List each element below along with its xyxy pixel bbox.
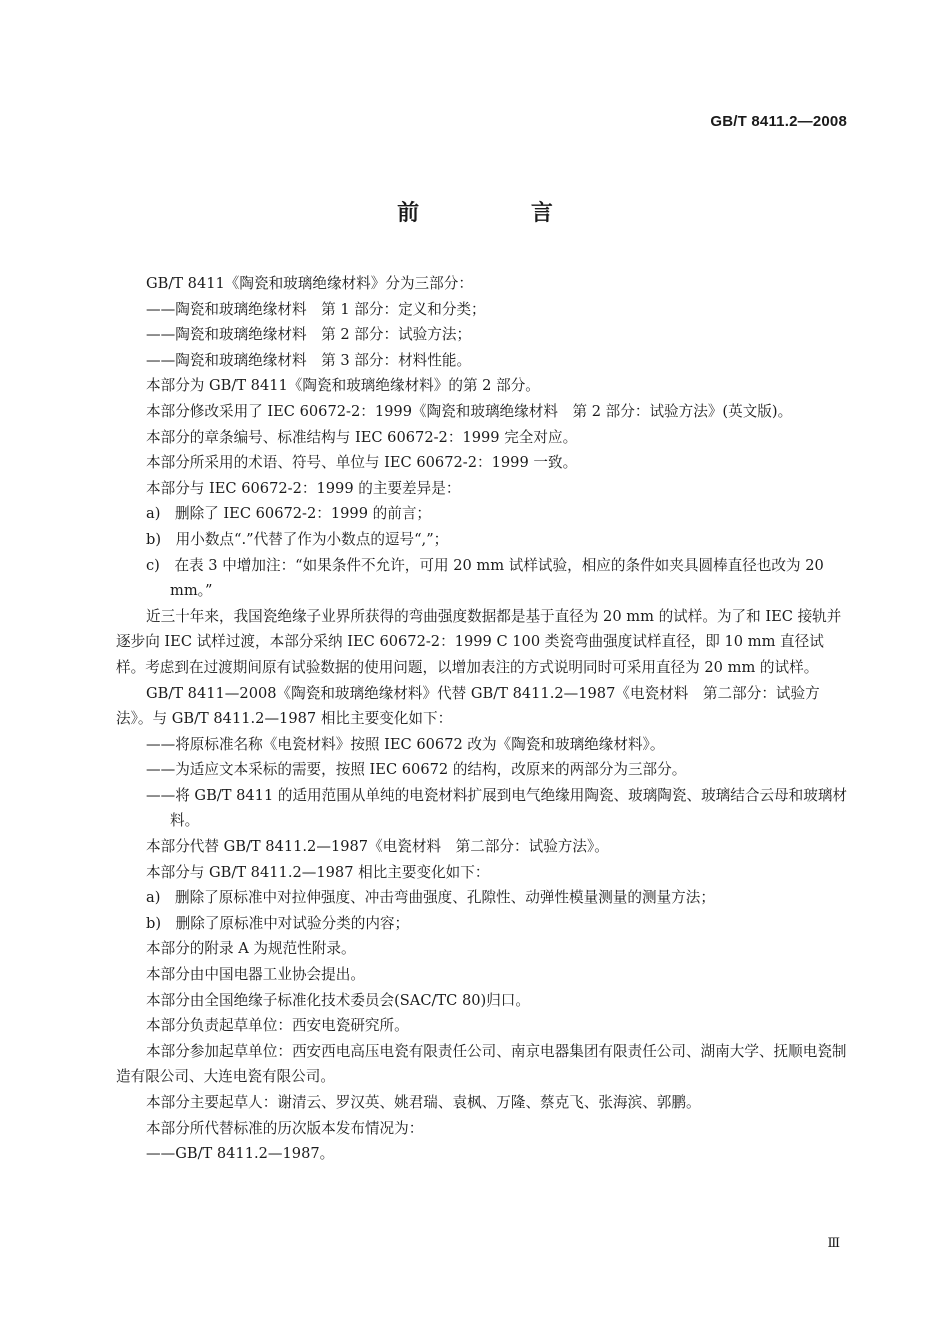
paragraph: 本部分的章条编号、标准结构与 IEC 60672-2：1999 完全对应。 xyxy=(146,428,578,446)
list-item: ——为适应文本采标的需要，按照 IEC 60672 的结构，改原来的两部分为三部分。 xyxy=(146,761,687,779)
paragraph: 本部分负责起草单位：西安电瓷研究所。 xyxy=(146,1017,409,1035)
list-item: ——陶瓷和玻璃绝缘材料 第 3 部分：材料性能。 xyxy=(146,351,472,369)
list-item: c) 在表 3 中增加注：“如果条件不允许，可用 20 mm 试样试验，相应的条件如夹具圆棒直径也改为 20 mm。” xyxy=(146,556,824,600)
paragraph: 本部分由中国电器工业协会提出。 xyxy=(146,966,365,984)
paragraph: 本部分由全国绝缘子标准化技术委员会(SAC/TC 80)归口。 xyxy=(146,991,530,1009)
list-item: a) 删除了原标准中对拉伸强度、冲击弯曲强度、孔隙性、动弹性模量测量的测量方法； xyxy=(146,889,715,907)
list-item: ——将原标准名称《电瓷材料》按照 IEC 60672 改为《陶瓷和玻璃绝缘材料》。 xyxy=(146,735,665,753)
list-item: ——陶瓷和玻璃绝缘材料 第 2 部分：试验方法； xyxy=(146,326,472,344)
paragraph: 本部分代替 GB/T 8411.2—1987《电瓷材料 第二部分：试验方法》。 xyxy=(146,838,609,856)
page-number: Ⅲ xyxy=(827,1236,840,1251)
paragraph: 本部分所采用的术语、符号、单位与 IEC 60672-2：1999 一致。 xyxy=(146,454,578,472)
foreword-body xyxy=(116,271,850,1167)
paragraph: 本部分主要起草人：谢清云、罗汉英、姚君瑞、袁枫、万隆、蔡克飞、张海滨、郭鹏。 xyxy=(146,1094,701,1111)
list-item: ——陶瓷和玻璃绝缘材料 第 1 部分：定义和分类； xyxy=(146,300,486,318)
paragraph: 本部分参加起草单位：西安西电高压电瓷有限责任公司、南京电器集团有限责任公司、湖南大学、抚顺电瓷制造有限公司、大连电瓷有限公司。 xyxy=(116,1042,847,1086)
list-item: b) 删除了原标准中对试验分类的内容； xyxy=(146,914,410,932)
paragraph: GB/T 8411—2008《陶瓷和玻璃绝缘材料》代替 GB/T 8411.2—1987《电瓷材料 第二部分：试验方法》。与 GB/T 8411.2—1987 相比主要变化如下： xyxy=(116,684,820,728)
paragraph: 本部分修改采用了 IEC 60672-2：1999《陶瓷和玻璃绝缘材料 第 2 部分：试验方法》(英文版)。 xyxy=(146,402,793,420)
paragraph: GB/T 8411《陶瓷和玻璃绝缘材料》分为三部分： xyxy=(146,275,473,292)
list-item: a) 删除了 IEC 60672-2：1999 的前言； xyxy=(146,505,432,523)
list-item: ——GB/T 8411.2—1987。 xyxy=(146,1145,335,1163)
paragraph: 本部分为 GB/T 8411《陶瓷和玻璃绝缘材料》的第 2 部分。 xyxy=(146,377,540,395)
paragraph: 本部分所代替标准的历次版本发布情况为： xyxy=(146,1119,424,1137)
paragraph: 本部分的附录 A 为规范性附录。 xyxy=(146,940,356,958)
list-item: ——将 GB/T 8411 的适用范围从单纯的电瓷材料扩展到电气绝缘用陶瓷、玻璃陶瓷、玻璃结合云母和玻璃材料。 xyxy=(146,786,848,830)
list-item: b) 用小数点“.”代替了作为小数点的逗号“,”； xyxy=(146,530,449,548)
paragraph: 近三十年来，我国瓷绝缘子业界所获得的弯曲强度数据都是基于直径为 20 mm 的试样。为了和 IEC 接轨并逐步向 IEC 试样过渡，本部分采纳 IEC 60672-2：1999 C 100 类瓷弯曲强度试样直径，即 10 mm 直径试样。考虑到在过渡期间原有试验数据的使用问题，以增加表注的方式说明同时可采用直径为 20 mm 的试样。 xyxy=(116,607,842,676)
standard-code: GB/T 8411.2—2008 xyxy=(710,113,847,130)
paragraph: 本部分与 GB/T 8411.2—1987 相比主要变化如下： xyxy=(146,863,490,881)
page-title: 前 言 xyxy=(397,201,605,226)
paragraph: 本部分与 IEC 60672-2：1999 的主要差异是： xyxy=(146,479,461,497)
